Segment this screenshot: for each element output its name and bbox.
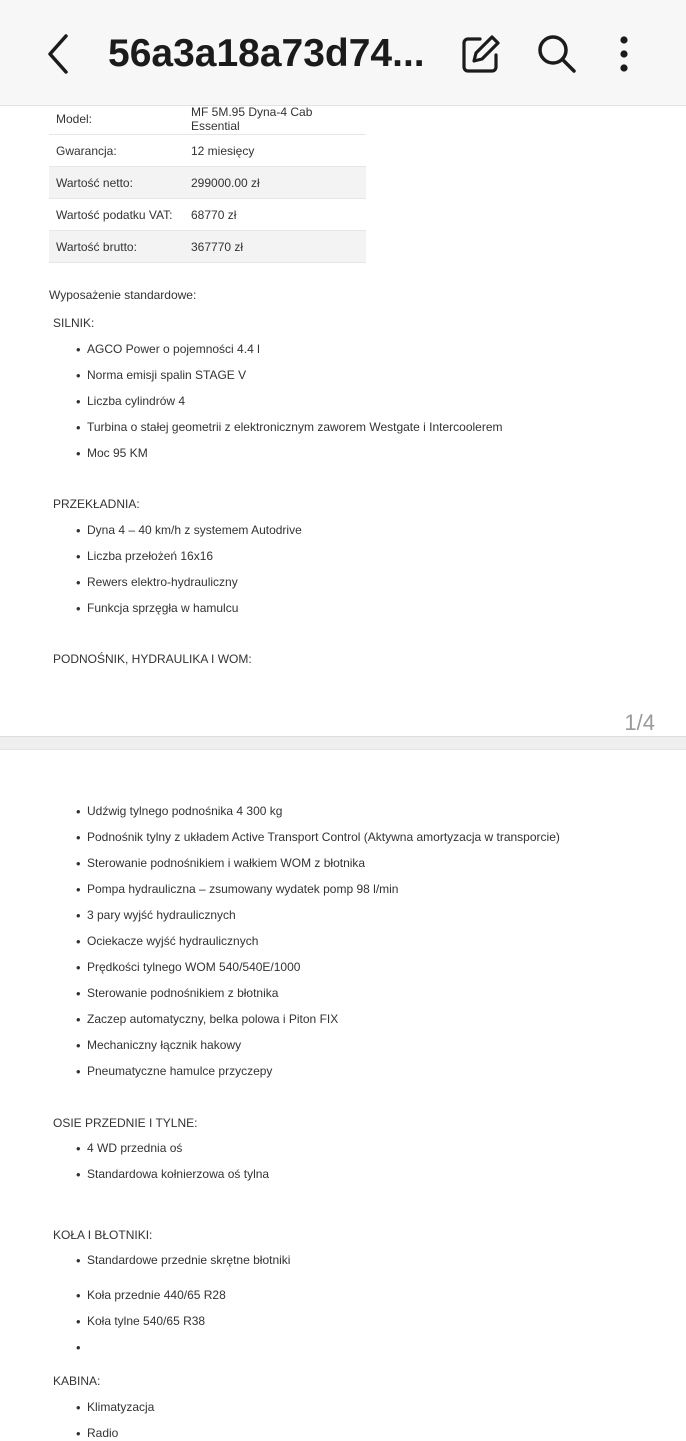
- section-heading-wheels: KOŁA I BŁOTNIKI:: [53, 1228, 153, 1242]
- list-item: • Funkcja sprzęgła w hamulcu: [87, 601, 238, 615]
- document-page-1: [0, 106, 686, 736]
- list-item: • Turbina o stałej geometrii z elektronicznym zaworem Westgate i Intercoolerem: [87, 420, 503, 434]
- list-item: • Pompa hydrauliczna – zsumowany wydatek pomp 98 l/min: [87, 882, 398, 896]
- list-item: • Udźwig tylnego podnośnika 4 300 kg: [87, 804, 282, 818]
- section-heading-hydraulics: PODNOŚNIK, HYDRAULIKA I WOM:: [53, 652, 252, 666]
- list-item: • Sterowanie podnośnikiem z błotnika: [87, 986, 278, 1000]
- spec-label: Wartość podatku VAT:: [49, 199, 184, 231]
- list-item: • Sterowanie podnośnikiem i wałkiem WOM z błotnika: [87, 856, 365, 870]
- list-item: • Klimatyzacja: [87, 1400, 154, 1414]
- list-item: • 4 WD przednia oś: [87, 1141, 182, 1155]
- list-item: • Koła tylne 540/65 R38: [87, 1314, 205, 1328]
- list-item: • Prędkości tylnego WOM 540/540E/1000: [87, 960, 300, 974]
- list-item: • Radio: [87, 1426, 118, 1440]
- spec-table: [49, 103, 366, 263]
- list-item: • Liczba przełożeń 16x16: [87, 549, 213, 563]
- section-heading-cabin: KABINA:: [53, 1374, 101, 1388]
- list-item: • Mechaniczny łącznik hakowy: [87, 1038, 241, 1052]
- table-row: [49, 167, 366, 199]
- search-icon[interactable]: [534, 31, 580, 77]
- edit-icon[interactable]: [458, 31, 504, 77]
- table-row: [49, 231, 366, 263]
- spec-label: Wartość netto:: [49, 167, 184, 199]
- list-item: • 3 pary wyjść hydraulicznych: [87, 908, 236, 922]
- document-page-2: [0, 750, 686, 1440]
- spec-value: 68770 zł: [184, 199, 366, 231]
- section-heading-axles: OSIE PRZEDNIE I TYLNE:: [53, 1116, 198, 1130]
- document-title: 56a3a18a73d74...: [108, 32, 425, 75]
- list-item: • Pneumatyczne hamulce przyczepy: [87, 1064, 272, 1078]
- spec-label: Model:: [49, 103, 184, 135]
- section-heading-transmission: PRZEKŁADNIA:: [53, 497, 140, 511]
- list-item: • Zaczep automatyczny, belka polowa i Piton FIX: [87, 1012, 338, 1026]
- spec-value: 12 miesięcy: [184, 135, 366, 167]
- spec-value: MF 5M.95 Dyna-4 Cab Essential: [184, 103, 366, 135]
- page-separator: [0, 736, 686, 750]
- list-item: • Dyna 4 – 40 km/h z systemem Autodrive: [87, 523, 302, 537]
- section-heading-engine: SILNIK:: [53, 316, 95, 330]
- page-counter: 1/4: [624, 710, 655, 735]
- spec-value: 367770 zł: [184, 231, 366, 263]
- list-item: • Rewers elektro-hydrauliczny: [87, 575, 238, 589]
- list-item: • AGCO Power o pojemności 4.4 l: [87, 342, 260, 356]
- list-item: • Liczba cylindrów 4: [87, 394, 185, 408]
- list-item: • Koła przednie 440/65 R28: [87, 1288, 226, 1302]
- chevron-left-icon[interactable]: [38, 30, 82, 78]
- list-item: • Podnośnik tylny z układem Active Transport Control (Aktywna amortyzacja w transporcie): [87, 830, 560, 844]
- spec-value: 299000.00 zł: [184, 167, 366, 199]
- list-item: • Moc 95 KM: [87, 446, 148, 460]
- list-item: • Standardowe przednie skrętne błotniki: [87, 1253, 290, 1267]
- list-item: • Ociekacze wyjść hydraulicznych: [87, 934, 258, 948]
- section-intro: Wyposażenie standardowe:: [49, 288, 197, 302]
- spec-label: Gwarancja:: [49, 135, 184, 167]
- list-item: • Standardowa kołnierzowa oś tylna: [87, 1167, 269, 1181]
- table-row: [49, 199, 366, 231]
- table-row: [49, 103, 366, 135]
- list-item: • Norma emisji spalin STAGE V: [87, 368, 246, 382]
- more-vertical-icon[interactable]: [606, 31, 642, 77]
- table-row: [49, 135, 366, 167]
- spec-label: Wartość brutto:: [49, 231, 184, 263]
- app-bar: [0, 0, 686, 106]
